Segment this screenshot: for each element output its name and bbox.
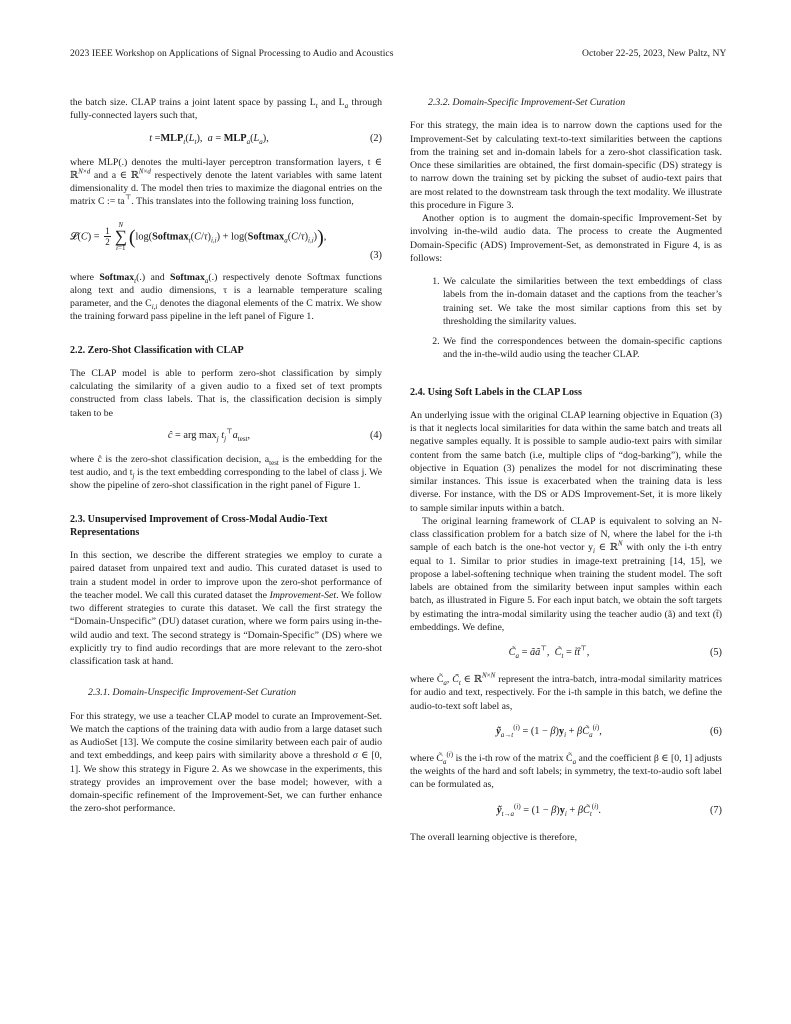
decision-paragraph: where ĉ is the zero-shot classification decision, $a_{test}$ is the embedding for the test audio, and $t_j$ is the text embedding corresponding to the label of class j. We show the pipeline of zero-shot classification in the right panel of Figure 1.	[70, 453, 382, 492]
equation-3: 𝓛(C) = $\frac{1}{2}$ N ∑ i=1 ($\log(Softmax_t(C/\tau)_{i,i})$ + $\log(Softmax_a(C/\tau)_{i,i})$), (3)	[70, 220, 382, 261]
zero-shot-paragraph: The CLAP model is able to perform zero-shot classification by simply calculating the similarity of a given audio to a fixed set of text prompts constructed from class labels. That is, the classification decision is simply taken to be	[70, 367, 382, 419]
equation-5-number: (5)	[709, 647, 722, 658]
list-item: 1. We calculate the similarities between the text embeddings of class labels from the in-domain dataset and the captions from the teacher’s training set. We take the most similar captions from this set by thresholding the similarity values.	[442, 275, 722, 328]
soft-label-method-paragraph: The original learning framework of CLAP is equivalent to solving an N-class classification problem for a batch size of N, where the label for the i-th sample of each batch is the one-hot vector $y_i$ ∈ ℝ$^N$ with only the i-th entry equal to 1. Similar to prior studies in image-text pretraining [14, 15], we propose a label-softening technique when training the student model. The soft labels are obtained from the similarity between input samples within each batch, as illustrated in Figure 5. For each input batch, we obtain the soft targets by estimating the intra-modal similarity using the teacher audio (ã) and text (t̃) embeddings. We define,	[410, 515, 722, 633]
list-item: 2. We find the correspondences between the domain-specific captions and the in-the-wild audio using the teacher CLAP.	[442, 335, 722, 362]
mlp-paragraph: where MLP(.) denotes the multi-layer perceptron transformation layers, t ∈ ℝ$^{N\times d}$ and a ∈ ℝ$^{N\times d}$ respectively denote the latent variables with same latent dimensionality d. The model then tries to maximize the diagonal entries on the matrix C := ta⊤. This translates into the following training loss function,	[70, 156, 383, 208]
ads-steps-list	[410, 275, 722, 362]
equation-7-number: (7)	[709, 804, 722, 816]
equation-5: $C̃_a$ = ãã⊤, $C̃_t$ = t̃t̃⊤, (5)	[508, 644, 722, 661]
strategies-paragraph: In this section, we describe the different strategies we employ to curate a paired dataset from unpaired text and audio. This curated dataset is used to train a student model in order to improve upon the zero-shot performance of the teacher model. We call this curated dataset the Improvement-Set. We follow two different strategies to curate this dataset. We call the first strategy the “Domain-Unspecific” (DU) dataset curation, where we form pairs using in-the-wild audio and text. The second strategy is “Domain-Specific” (DS) where we explicitly try to find audio recordings that are more relevant to the zero-shot classification task at hand.	[70, 550, 382, 667]
left-column	[70, 96, 382, 816]
section-heading-2-4: 2.4. Using Soft Labels in the CLAP Loss	[410, 386, 582, 398]
overall-objective-paragraph: The overall learning objective is therefore,	[410, 831, 578, 843]
domain-unspecific-paragraph: For this strategy, we use a teacher CLAP model to curate an Improvement-Set. We match the captions of the training data with audio from a large dataset such as AudioSet [13]. We compute the cosine similarity between each pair of audio and text embeddings, and keep pairs with similarity above a threshold σ ∈ [0, 1]. We show this strategy in Figure 2. As we showcase in the experiments, this strategy provides an improvement over the base model; however, with a domain-specific refinement of the Improvement-Set, we can further enhance the zero-shot performance.	[70, 710, 382, 815]
running-header-left: 2023 IEEE Workshop on Applications of Signal Processing to Audio and Acoustics	[70, 48, 394, 59]
soft-label-motivation-paragraph: An underlying issue with the original CLAP learning objective in Equation (3) is that it neglects local similarities for data within the same batch and treats all negative samples equally. It is possible to sample audio-text pairs with similar content from the same batch (i.e, multiple clips of “dog-barking”), while the objective in Equation (3) penalizes the model for not discriminating these similar instances. This issue is exacerbated when the training data is less diverse. For instance, with the DS or ADS Improvement-Set, it is more likely to sample similar inputs within a batch.	[410, 409, 722, 514]
audio-to-text-label-paragraph: where $C̃_a^{(i)}$ is the i-th row of the matrix $C̃_a$ and the coefficient β ∈ [0, 1] adjusts the weights of the hard and soft labels; in symmetry, the text-to-audio soft label can be formulated as,	[410, 750, 722, 791]
subsection-heading-2-3-2: 2.3.2. Domain-Specific Improvement-Set Curation	[428, 97, 626, 108]
running-header-right: October 22-25, 2023, New Paltz, NY	[582, 48, 727, 59]
equation-3-number: (3)	[369, 249, 382, 261]
ads-paragraph: Another option is to augment the domain-specific Improvement-Set by involving in-the-wild audio data. The process to create the Augmented Domain-Specific (ADS) Improvement-Set, as demonstrated in Figure 4, is as follows:	[410, 213, 722, 264]
equation-2: $t =MLP_t(L_t)$, $a = MLP_a(L_a)$, (2)	[149, 132, 382, 146]
equation-6: ỹ$_{a\to t}^{(i)}$ = $(1 - \beta)y_i$ + $\beta C̃_a^{(i)}$, (6)	[496, 723, 722, 739]
equation-4-number: (4)	[369, 429, 382, 441]
right-column	[410, 96, 722, 844]
section-heading-2-2: 2.2. Zero-Shot Classification with CLAP	[70, 344, 244, 356]
similarity-matrices-paragraph: where $C̃_a$, $C̃_t$ ∈ ℝ$^{N\times N}$ represent the intra-batch, intra-modal similarity matrices for audio and text, respectively. For the i-th sample in this batch, we define the audio-to-text soft label as,	[410, 671, 722, 712]
subsection-heading-2-3-1: 2.3.1. Domain-Unspecific Improvement-Set Curation	[88, 687, 297, 699]
intro-paragraph: the batch size. CLAP trains a joint latent space by passing $L_t$ and $L_a$ through fully-connected layers such that,	[70, 97, 383, 122]
equation-6-number: (6)	[709, 725, 722, 737]
domain-specific-paragraph: For this strategy, the main idea is to narrow down the captions used for the Improvement-Set by calculating text-to-text similarities between the captions from the training set and in-domain labels for a zero-shot classification task. Once these similarities are obtained, the first domain-specific (DS) strategy is to narrow down the training set by picking the subset of audio-text pairs that are most related to the downstream task through the text modality. We illustrate this procedure in Figure 3.	[410, 120, 722, 211]
section-heading-2-3: 2.3. Unsupervised Improvement of Cross-Modal Audio-Text Representations	[70, 513, 328, 538]
softmax-paragraph: where Softmax$_t$(.) and Softmax$_a$(.) respectively denote Softmax functions along text and audio dimensions, τ is a learnable temperature scaling parameter, and the $C_{i,i}$ denotes the diagonal elements of the C matrix. We show the training forward pass pipeline in the left panel of Figure 1.	[70, 271, 382, 323]
equation-4: ĉ = arg $\max_j t_j^⊤a_{test}$, (4)	[167, 427, 382, 443]
equation-2-number: (2)	[369, 132, 382, 144]
equation-7: ỹ$_{t\to a}^{(i)}$ = $(1 - \beta)y_i$ + $\beta C̃_t^{(i)}$. (7)	[496, 802, 722, 818]
